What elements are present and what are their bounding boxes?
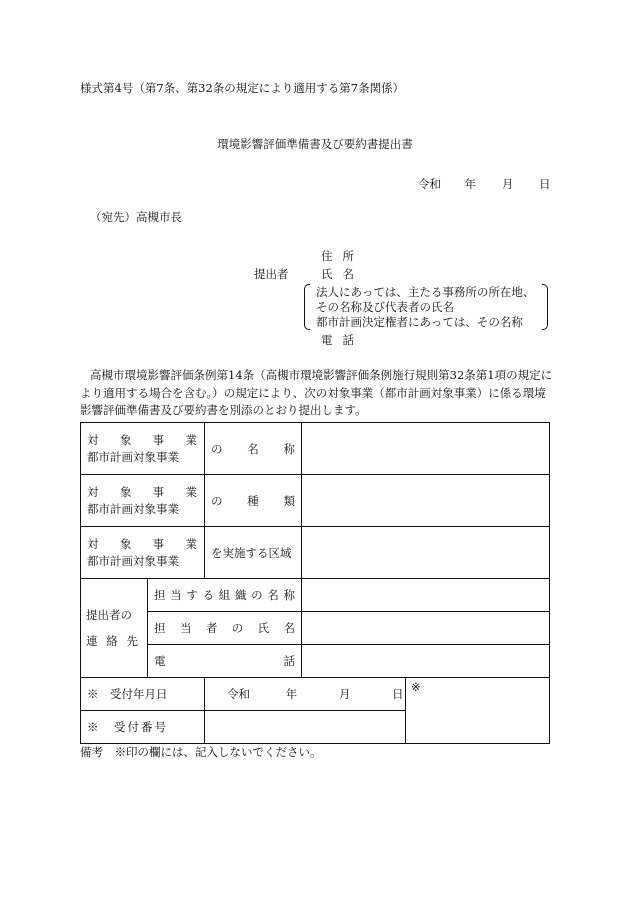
urban-project-label: 都市計画対象事業 <box>87 501 179 516</box>
project-kind-row <box>81 475 550 527</box>
name-suffix-cell: の 名 称 <box>205 423 302 475</box>
project-name-label <box>81 423 205 475</box>
left-bracket <box>304 284 310 330</box>
contact-person-field[interactable] <box>301 612 549 645</box>
contact-phone-row <box>81 645 550 678</box>
received-date-row <box>81 678 550 711</box>
project-name-field[interactable] <box>301 423 549 475</box>
right-bracket <box>542 284 548 330</box>
received-date-label: ※ 受付年月日 <box>81 678 205 711</box>
contact-label <box>81 579 148 678</box>
note-line: 法人にあっては、主たる事務所の所在地、 <box>316 285 535 299</box>
project-type-label: 対 象 事 業 <box>87 432 197 447</box>
project-kind-label: 対 象 事 業 都市計画対象事業 <box>81 475 205 527</box>
project-name-row <box>81 423 550 475</box>
document-title: 環境影響評価準備書及び要約書提出書 <box>217 137 413 151</box>
contact-label-line2: 連 絡 先 <box>86 634 138 648</box>
contact-org-row <box>81 579 550 612</box>
contact-phone-field[interactable] <box>301 645 549 678</box>
contact-org-field[interactable] <box>301 579 549 612</box>
project-kind-field[interactable] <box>301 475 549 527</box>
footer-note: 備考 ※印の欄には、記入しないでください。 <box>80 745 322 759</box>
area-suffix-cell: を実施する区域 <box>205 527 302 579</box>
form-number: 様式第4号（第7条、第32条の規定により適用する第7条関係） <box>80 81 405 95</box>
remark-mark: ※ <box>410 680 421 694</box>
project-area-label: 対 象 事 業 都市計画対象事業 <box>81 527 205 579</box>
received-number-label: ※ 受付番号 <box>81 711 205 744</box>
body-paragraph <box>80 367 553 420</box>
received-date-field: 令和 年 月 日 <box>205 678 406 711</box>
contact-person-row <box>81 612 550 645</box>
phone-label: 電話 <box>321 333 364 347</box>
remark-cell <box>405 678 549 744</box>
urban-project-label: 都市計画対象事業 <box>87 449 179 464</box>
contact-label-line1: 提出者の <box>86 608 132 622</box>
submission-date <box>418 176 550 192</box>
contact-person-label: 担 当 者 の 氏 名 <box>148 612 302 645</box>
body-line: 高槻市環境影響評価条例第14条（高槻市環境影響評価条例施行規則第32条第1項の規定に <box>90 368 553 382</box>
date-month: 月 <box>501 177 514 191</box>
addressee: （宛先）高槻市長 <box>90 210 182 224</box>
project-table <box>80 422 550 744</box>
submitter-note <box>304 284 548 330</box>
received-number-field <box>205 711 406 744</box>
body-line: より適用する場合を含む。）の規定により、次の対象事業（都市計画対象事業）に係る環境 <box>80 385 546 400</box>
kind-suffix-cell: の 種 類 <box>205 475 302 527</box>
date-day: 日 <box>538 177 551 191</box>
date-era: 令和 <box>418 177 441 191</box>
contact-phone-label: 電 話 <box>148 645 302 678</box>
submitter-label: 提出者 <box>254 267 289 281</box>
project-area-row <box>81 527 550 579</box>
address-label: 住所 <box>321 249 364 263</box>
date-year: 年 <box>464 177 477 191</box>
note-line: 都市計画決定権者にあっては、その名称 <box>316 315 523 329</box>
note-line: その名称及び代表者の氏名 <box>316 300 454 314</box>
name-label: 氏名 <box>321 267 364 281</box>
project-area-field[interactable] <box>301 527 549 579</box>
body-line: 影響評価準備書及び要約書を別添のとおり提出します。 <box>80 403 367 417</box>
contact-org-label: 担 当 す る 組 織 の 名 称 <box>148 579 302 612</box>
urban-project-label: 都市計画対象事業 <box>87 553 179 568</box>
